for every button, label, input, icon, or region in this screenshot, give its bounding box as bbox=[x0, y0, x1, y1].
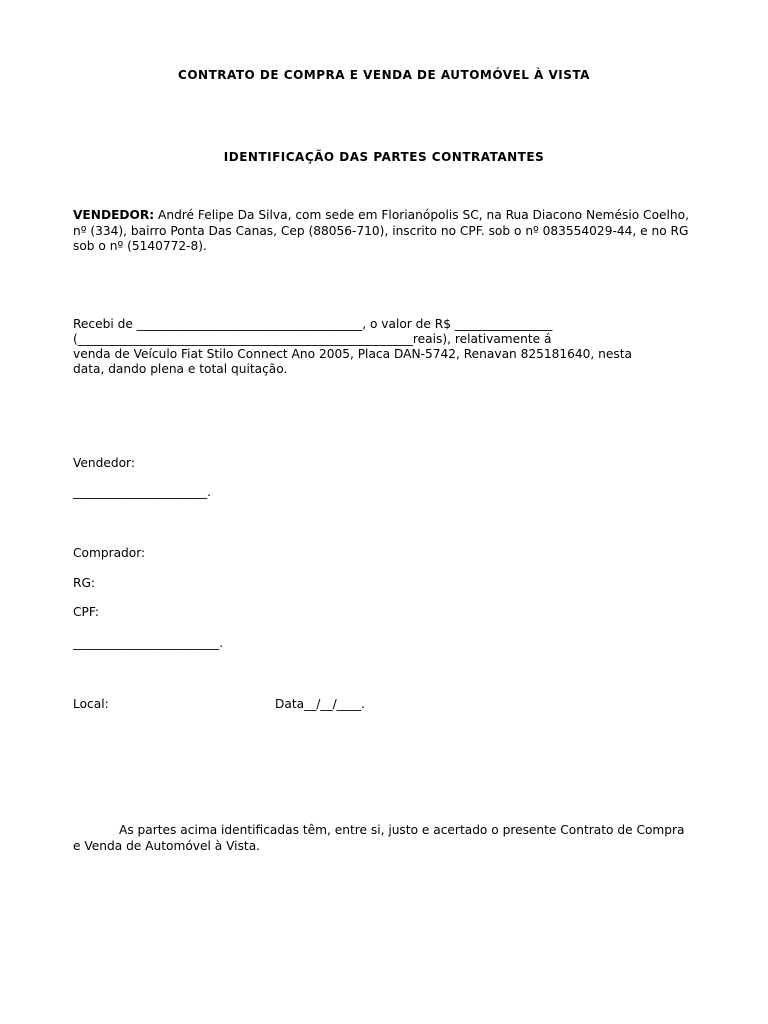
receipt-line-4: data, dando plena e total quitação. bbox=[73, 362, 288, 376]
local-label: Local: bbox=[73, 697, 109, 711]
document-title: CONTRATO DE COMPRA E VENDA DE AUTOMÓVEL À VISTA bbox=[178, 68, 590, 82]
buyer-rg-label: RG: bbox=[73, 576, 96, 590]
seller-identification bbox=[73, 208, 693, 255]
buyer-signature-label: Comprador: bbox=[73, 546, 146, 560]
receipt-line-2: (_______________________________________________________reais), relativamente á bbox=[73, 332, 552, 346]
receipt-line-1: Recebi de _____________________________________, o valor de R$ ________________ bbox=[73, 317, 553, 331]
receipt-line-3: venda de Veículo Fiat Stilo Connect Ano 2005, Placa DAN-5742, Renavan 825181640, nesta bbox=[73, 347, 632, 361]
section-title-parties: IDENTIFICAÇÃO DAS PARTES CONTRATANTES bbox=[223, 150, 545, 164]
seller-signature-line: ______________________. bbox=[73, 485, 211, 499]
seller-details: André Felipe Da Silva, com sede em Florianópolis SC, na Rua Diacono Nemésio Coelho, nº (334), bairro Ponta Das Canas, Cep (88056-710), inscrito no CPF. sob o nº 083554029-44, e no RG sob o nº (5140772-8). bbox=[73, 208, 689, 253]
buyer-signature-line: ________________________. bbox=[73, 636, 224, 650]
seller-label: VENDEDOR: bbox=[73, 208, 155, 222]
date-field: Data__/__/____. bbox=[275, 697, 365, 711]
seller-signature-label: Vendedor: bbox=[73, 456, 135, 470]
closing-statement: As partes acima identificadas têm, entre si, justo e acertado o presente Contrato de Compra e Venda de Automóvel à Vista. bbox=[73, 823, 685, 853]
buyer-cpf-label: CPF: bbox=[73, 605, 100, 619]
